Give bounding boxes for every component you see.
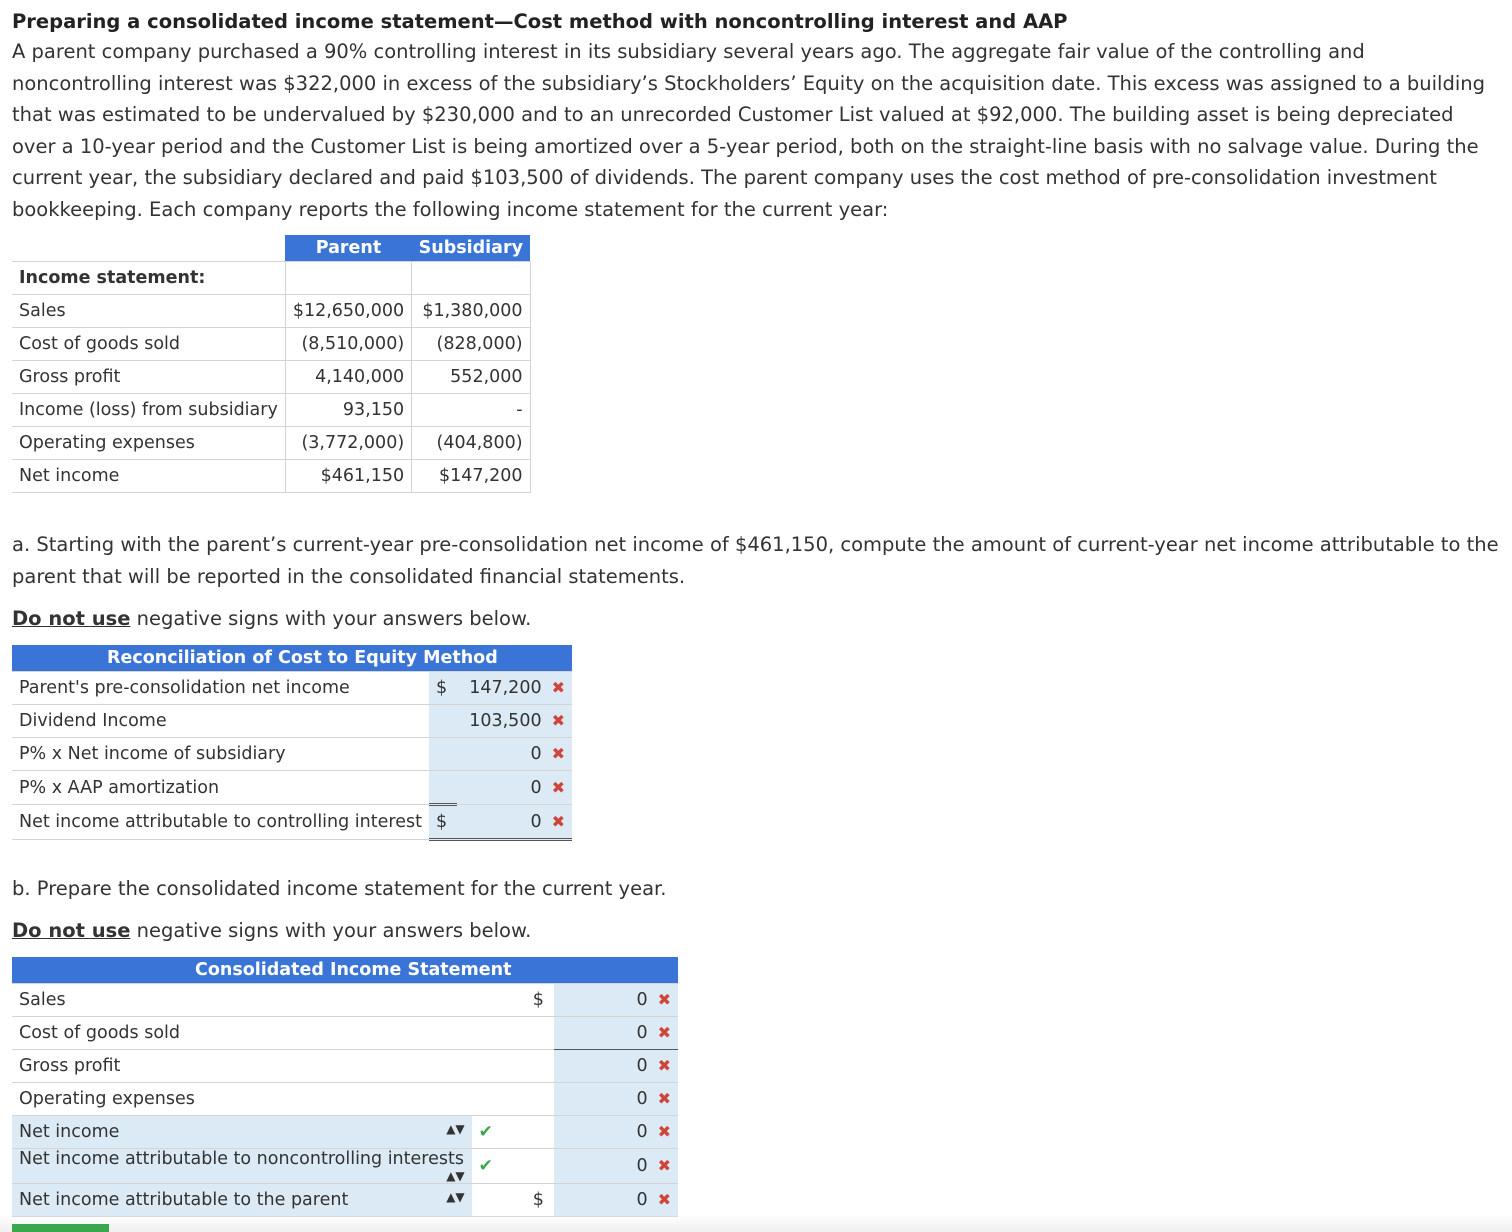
row-label-select[interactable]: [12, 1116, 472, 1149]
dollar-sign: $: [526, 984, 554, 1017]
incorrect-icon: ✖: [551, 711, 565, 730]
dropdown-arrows-icon[interactable]: ▲▼: [446, 1169, 465, 1183]
answer-input[interactable]: [554, 1083, 678, 1116]
incorrect-icon: ✖: [657, 1190, 671, 1209]
row-label: Gross profit: [12, 1050, 472, 1083]
answer-input[interactable]: [554, 1050, 678, 1083]
incorrect-icon: ✖: [657, 1056, 671, 1075]
row-label-select[interactable]: [12, 1149, 472, 1184]
parent-value: $461,150: [285, 460, 411, 493]
note-emphasis: Do not use: [12, 919, 131, 942]
answer-input[interactable]: [554, 984, 678, 1017]
subsidiary-value: (828,000): [412, 328, 530, 361]
incorrect-icon: ✖: [551, 811, 565, 831]
answer-value: 0: [530, 777, 542, 798]
incorrect-icon: ✖: [551, 777, 565, 797]
answer-input[interactable]: [554, 1149, 678, 1184]
incorrect-icon: ✖: [657, 1023, 671, 1042]
page-title: Preparing a consolidated income statement—Cost method with noncontrolling interest and AAP: [12, 10, 1068, 33]
dollar-sign: [429, 705, 457, 738]
answer-input[interactable]: [457, 805, 572, 840]
header-spacer: [12, 235, 285, 262]
row-label: Gross profit: [12, 361, 285, 394]
dollar-sign: [429, 771, 457, 805]
correct-check-icon: [472, 1184, 526, 1217]
incorrect-icon: ✖: [657, 1122, 671, 1141]
parent-value: 93,150: [285, 394, 411, 427]
row-label: Sales: [12, 295, 285, 328]
subsidiary-value: 552,000: [412, 361, 530, 394]
parent-value: (3,772,000): [285, 427, 411, 460]
reconciliation-title: Reconciliation of Cost to Equity Method: [12, 645, 572, 672]
dropdown-arrows-icon[interactable]: ▲▼: [446, 1190, 465, 1204]
subsidiary-value: $147,200: [412, 460, 530, 493]
row-label: Dividend Income: [12, 705, 429, 738]
submit-button-edge[interactable]: [12, 1224, 109, 1232]
answer-input[interactable]: [554, 1116, 678, 1149]
part-b-note: [12, 915, 1502, 947]
note-emphasis: Do not use: [12, 607, 131, 630]
row-label: Sales: [12, 984, 472, 1017]
answer-value: 0: [636, 1056, 648, 1076]
correct-check-icon: ✔: [472, 1149, 526, 1184]
answer-input[interactable]: [554, 1017, 678, 1050]
row-label: Net income attributable to the parent: [19, 1190, 349, 1210]
dollar-sign: $: [526, 1184, 554, 1217]
answer-value: 0: [636, 1156, 648, 1176]
subsidiary-value: (404,800): [412, 427, 530, 460]
consolidated-title: Consolidated Income Statement: [12, 957, 678, 984]
incorrect-icon: ✖: [657, 990, 671, 1009]
dollar-sign: [526, 1083, 554, 1116]
part-b-question: b. Prepare the consolidated income statement for the current year.: [12, 877, 667, 900]
dollar-sign: [429, 738, 457, 771]
answer-value: 147,200: [469, 678, 542, 698]
incorrect-icon: ✖: [551, 678, 565, 697]
row-label: Net income attributable to noncontrolling interests: [19, 1149, 464, 1169]
income-statement-table: [12, 235, 531, 493]
correct-check-icon: ✔: [472, 1116, 526, 1149]
row-label: P% x AAP amortization: [12, 771, 429, 805]
parent-value: 4,140,000: [285, 361, 411, 394]
header-parent: Parent: [285, 235, 411, 262]
answer-input[interactable]: [457, 672, 572, 705]
row-label: Cost of goods sold: [12, 328, 285, 361]
dollar-sign: $: [429, 805, 457, 840]
bottom-fade: [0, 1214, 1512, 1232]
dropdown-arrows-icon[interactable]: ▲▼: [446, 1122, 465, 1136]
note-text: negative signs with your answers below.: [130, 607, 532, 630]
row-label: Net income: [12, 460, 285, 493]
subsidiary-value: -: [412, 394, 530, 427]
answer-input[interactable]: [554, 1184, 678, 1217]
dollar-sign: [526, 1116, 554, 1149]
incorrect-icon: ✖: [551, 744, 565, 763]
part-a-question: a. Starting with the parent’s current-year pre-consolidation net income of $461,150, compute the amount of current-year net income attributable to the parent that will be reported in the consolidated financial statements.: [12, 533, 1499, 588]
row-label: P% x Net income of subsidiary: [12, 738, 429, 771]
incorrect-icon: ✖: [657, 1156, 671, 1175]
row-label: Operating expenses: [12, 1083, 472, 1116]
row-label: Operating expenses: [12, 427, 285, 460]
row-label: Cost of goods sold: [12, 1017, 472, 1050]
consolidated-income-statement: [12, 957, 678, 1217]
answer-value: 0: [636, 1089, 648, 1109]
parent-value: (8,510,000): [285, 328, 411, 361]
section-label: Income statement:: [12, 262, 285, 295]
problem-intro: A parent company purchased a 90% controlling interest in its subsidiary several years ago. The aggregate fair value of the controlling and noncontrolling interest was $322,000 in excess of the subsidiary’s Stockholders’ Equity on the acquisition date. This excess was assigned to a building that was estimated to be undervalued by $230,000 and to an unrecorded Customer List valued at $92,000. The building asset is being depreciated over a 10-year period and the Customer List is being amortized over a 5-year period, both on the straight-line basis with no salvage value. During the current year, the subsidiary declared and paid $103,500 of dividends. The parent company uses the cost method of pre-consolidation investment bookkeeping. Each company reports the following income statement for the current year:: [12, 40, 1486, 221]
row-label: Net income: [19, 1122, 120, 1142]
answer-value: 0: [530, 744, 542, 764]
dollar-sign: [526, 1149, 554, 1184]
subsidiary-value: $1,380,000: [412, 295, 530, 328]
dollar-sign: $: [429, 672, 457, 705]
row-label: Income (loss) from subsidiary: [12, 394, 285, 427]
reconciliation-table: [12, 645, 572, 841]
answer-input[interactable]: [457, 738, 572, 771]
row-label: Parent's pre-consolidation net income: [12, 672, 429, 705]
note-text: negative signs with your answers below.: [130, 919, 532, 942]
answer-input[interactable]: [457, 771, 572, 805]
answer-value: 0: [636, 1023, 648, 1043]
answer-value: 0: [636, 990, 648, 1010]
dollar-sign: [526, 1017, 554, 1050]
part-a-note: [12, 603, 1502, 635]
answer-value: 0: [636, 1190, 648, 1210]
answer-value: 103,500: [469, 711, 542, 731]
dollar-sign: [526, 1050, 554, 1083]
row-label-select[interactable]: [12, 1184, 472, 1217]
answer-value: 0: [636, 1122, 648, 1142]
answer-input[interactable]: [457, 705, 572, 738]
answer-value: 0: [530, 811, 542, 832]
parent-value: $12,650,000: [285, 295, 411, 328]
incorrect-icon: ✖: [657, 1089, 671, 1108]
row-label: Net income attributable to controlling interest: [12, 805, 429, 840]
header-subsidiary: Subsidiary: [412, 235, 530, 262]
